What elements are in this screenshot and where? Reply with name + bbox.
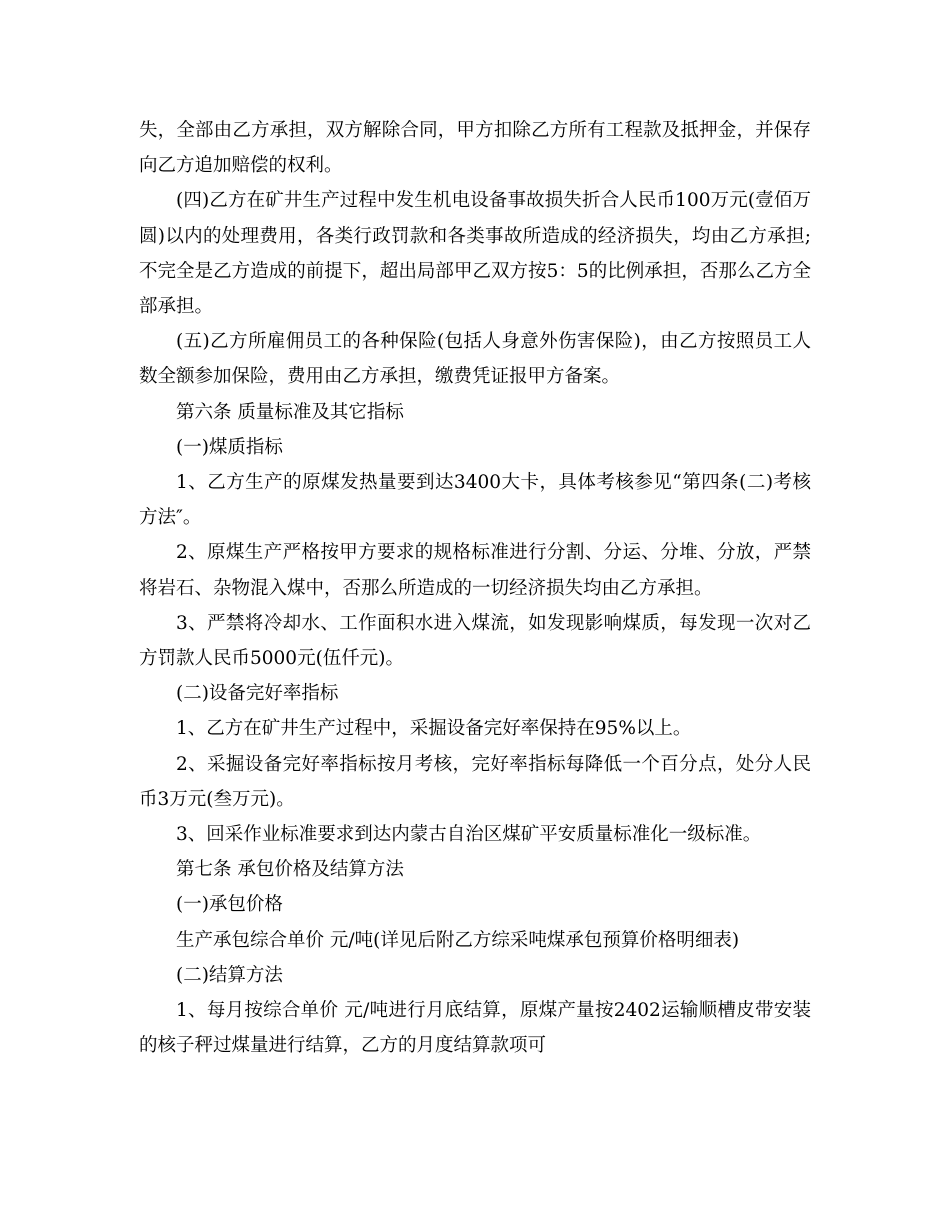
subheading-equipment: (二)设备完好率指标 [176, 683, 339, 705]
paragraph-11: 2、采掘设备完好率指标按月考核，完好率指标每降低一个百分点，处分人民币3万元(叁万元)。 [139, 753, 811, 810]
paragraph-15: 生产承包综合单价 元/吨(详见后附乙方综采吨煤承包预算价格明细表) [176, 929, 740, 951]
section-heading-7: 第七条 承包价格及结算方法 [176, 859, 404, 881]
paragraph-1: 失，全部由乙方承担，双方解除合同，甲方扣除乙方所有工程款及抵押金，并保存向乙方追加赔偿的权利。 [139, 120, 811, 177]
paragraph-3: (五)乙方所雇佣员工的各种保险(包括人身意外伤害保险)，由乙方按照员工人数全额参加保险，费用由乙方承担，缴费凭证报甲方备案。 [139, 331, 811, 388]
document-body [139, 113, 811, 1063]
section-heading-6: 第六条 质量标准及其它指标 [176, 401, 404, 423]
paragraph-2: (四)乙方在矿井生产过程中发生机电设备事故损失折合人民币100万元(壹佰万圆)以内的处理费用，各类行政罚款和各类事故所造成的经济损失，均由乙方承担;不完全是乙方造成的前提下，超出局部甲乙双方按5：5的比例承担，否那么乙方全部承担。 [139, 190, 811, 318]
paragraph-6: 1、乙方生产的原煤发热量要到达3400大卡，具体考核参见“第四条(二)考核方法″。 [139, 472, 811, 529]
paragraph-10: 1、乙方在矿井生产过程中，采掘设备完好率保持在95%以上。 [176, 718, 692, 740]
subheading-price: (一)承包价格 [176, 894, 283, 916]
paragraph-8: 3、严禁将冷却水、工作面积水进入煤流，如发现影响煤质，每发现一次对乙方罚款人民币5000元(伍仟元)。 [139, 612, 811, 670]
paragraph-17: 1、每月按综合单价 元/吨进行月底结算，原煤产量按2402运输顺槽皮带安装的核子秤过煤量进行结算，乙方的月度结算款项可 [139, 1000, 811, 1057]
paragraph-7: 2、原煤生产严格按甲方要求的规格标准进行分割、分运、分堆、分放，严禁将岩石、杂物混入煤中，否那么所造成的一切经济损失均由乙方承担。 [139, 542, 811, 599]
subheading-coal-quality: (一)煤质指标 [176, 436, 283, 458]
subheading-settlement: (二)结算方法 [176, 964, 283, 986]
paragraph-12: 3、回采作业标准要求到达内蒙古自治区煤矿平安质量标准化一级标准。 [176, 824, 762, 846]
